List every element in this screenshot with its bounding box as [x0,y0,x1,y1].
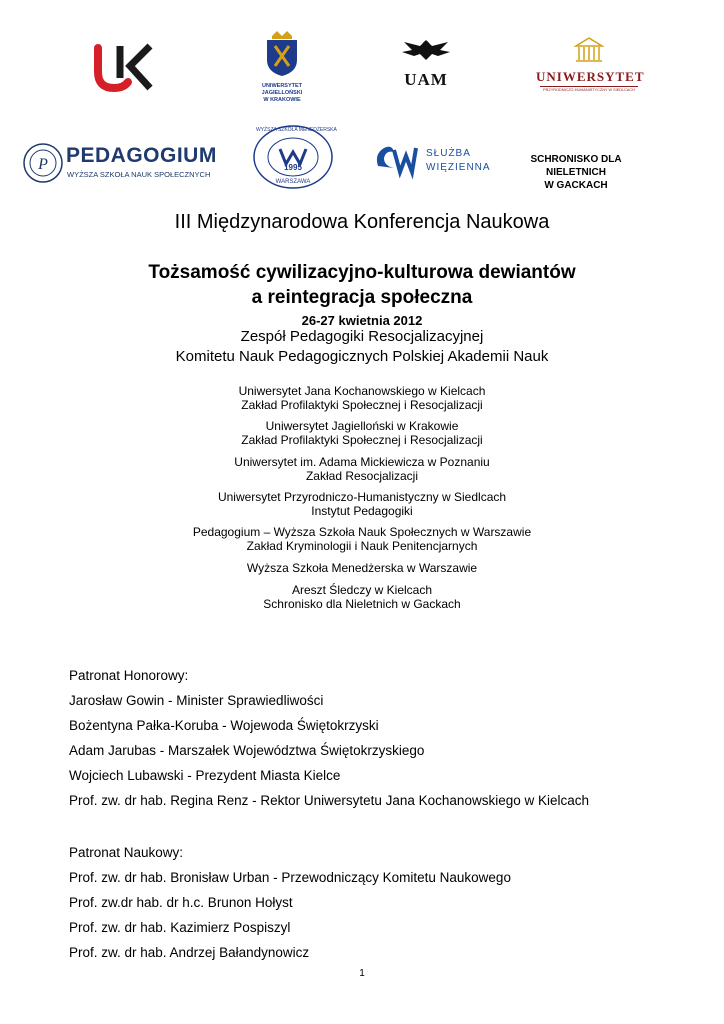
pedagogium-logo [22,140,226,186]
scientific-heading: Patronat Naukowy: [69,845,184,860]
wsm-logo [252,124,337,190]
uj-logo [257,28,307,102]
uam-logo [398,38,454,90]
uph-logo [536,34,645,98]
honorary-item: Jarosław Gowin - Minister Sprawiedliwości [69,693,324,708]
institution-block [0,490,724,518]
institution-block [0,419,724,447]
institution-unit: Zakład Kryminologii i Nauk Penitencjarnych [246,539,478,553]
uj-logo-line3: W KRAKOWIE [263,97,301,103]
team-line1: Zespół Pedagogiki Resocjalizacyjnej [240,328,484,345]
uj-logo-line2: JAGIELLOŃSKI [261,90,303,96]
honorary-item: Adam Jarubas - Marszałek Województwa Świętokrzyskiego [69,743,425,758]
honorary-item: Prof. zw. dr hab. Regina Renz - Rektor Uniwersytetu Jana Kochanowskiego w Kielcach [69,793,590,808]
institution-name: Uniwersytet Jana Kochanowskiego w Kielcach [238,384,486,398]
pedagogium-logo-title: PEDAGOGIUM [66,144,217,167]
conference-title: III Międzynarodowa Konferencja Naukowa [174,211,550,233]
uph-logo-title: UNIWERSYTET [536,69,645,84]
uam-logo-text: UAM [404,70,448,89]
sluzba-logo-line1: SŁUŻBA [426,148,471,159]
shelter-line1: SCHRONISKO DLA NIELETNICH [530,154,622,178]
institution-block [0,384,724,412]
conference-dates: 26-27 kwietnia 2012 [301,313,423,328]
honorary-item: Bożentyna Pałka-Koruba - Wojewoda Świętokrzyski [69,718,379,733]
institution-name: Pedagogium – Wyższa Szkoła Nauk Społecznych w Warszawie [192,525,532,539]
institution-name: Uniwersytet im. Adama Mickiewicza w Poznaniu [234,455,490,469]
scientific-item: Prof. zw. dr hab. Bronisław Urban - Przewodniczący Komitetu Naukowego [69,870,511,885]
topic-title-line2: a reintegracja społeczna [251,287,473,308]
honorary-heading: Patronat Honorowy: [69,668,189,683]
shelter-label [506,153,646,192]
wsm-logo-arc: WYŻSZA SZKOŁA MENEDŻERSKA [256,127,337,133]
scientific-item: Prof. zw. dr hab. Kazimierz Pospiszyl [69,920,291,935]
institution-block [0,583,724,611]
institution-unit: Zakład Profilaktyki Społecznej i Resocjalizacji [241,398,483,412]
uph-logo-subtitle: PRZYRODNICZO-HUMANISTYCZNY W SIEDLCACH [543,88,635,92]
institution-unit: Schronisko dla Nieletnich w Gackach [263,597,461,611]
institution-unit: Instytut Pedagogiki [311,504,413,518]
uph-logo-rule [540,86,638,87]
institution-unit: Zakład Resocjalizacji [305,469,419,483]
wsm-logo-year: 1995 [284,163,302,172]
scientific-item: Prof. zw. dr hab. Andrzej Bałandynowicz [69,945,310,960]
uj-logo-line1: UNIWERSYTET [261,83,303,89]
topic-title-line1: Tożsamość cywilizacyjno-kulturowa dewiantów [148,262,576,283]
institution-block [0,525,724,553]
scientific-item: Prof. zw.dr hab. dr h.c. Brunon Hołyst [69,895,293,910]
pedagogium-logo-subtitle: WYŻSZA SZKOŁA NAUK SPOŁECZNYCH [67,170,211,179]
institution-name: Uniwersytet Jagielloński w Krakowie [265,419,459,433]
shelter-line2: W GACKACH [544,180,608,191]
sluzba-wiezienna-logo [372,136,496,188]
wsm-logo-city: WARSZAWA [275,179,311,185]
ujk-logo [94,42,154,94]
honorary-item: Wojciech Lubawski - Prezydent Miasta Kielce [69,768,341,783]
institution-name: Uniwersytet Przyrodniczo-Humanistyczny w Siedlcach [217,490,507,504]
page-number: 1 [359,968,365,979]
institution-unit: Zakład Profilaktyki Społecznej i Resocjalizacji [241,433,483,447]
institution-name: Wyższa Szkoła Menedżerska w Warszawie [246,561,478,575]
institution-block [0,455,724,483]
team-line2: Komitetu Nauk Pedagogicznych Polskiej Akademii Nauk [175,348,549,365]
svg-text:P: P [38,156,48,173]
institution-block [0,561,724,575]
sluzba-logo-line2: WIĘZIENNA [426,162,491,173]
institution-name: Areszt Śledczy w Kielcach [291,583,433,597]
